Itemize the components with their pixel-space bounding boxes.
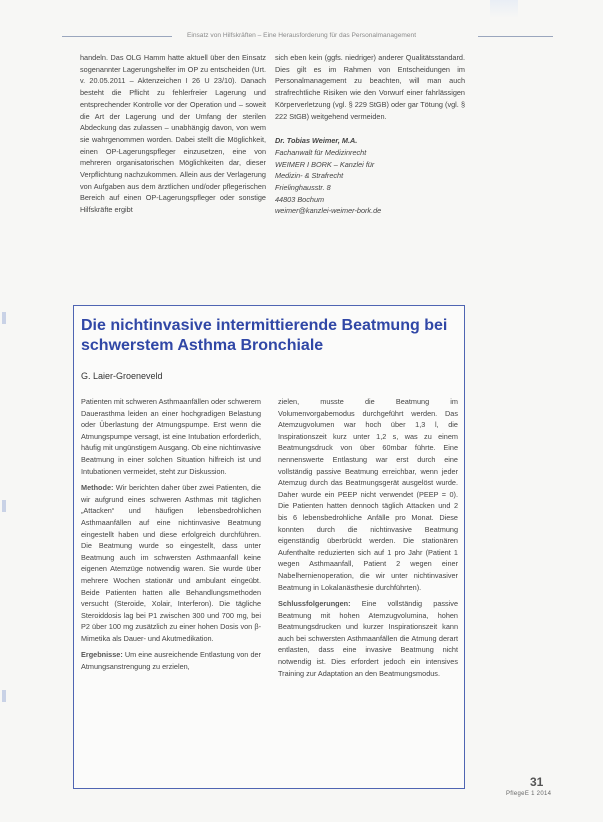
- paragraph-lead: Schlussfolgerungen:: [278, 599, 351, 609]
- paragraph-lead: Methode:: [81, 483, 114, 493]
- header-rule-left: [62, 36, 172, 37]
- margin-mark: [2, 500, 6, 512]
- author-role: Fachanwalt für Medizinrecht: [275, 147, 367, 157]
- abstract-authors: G. Laier-Groeneveld: [81, 371, 163, 381]
- paragraph-text: zielen, musste die Beatmung im Volumenvorgabemodus durchgeführt werden. Das Atemzugvolumen war hoch über 1,3 l, die Inspirationszeit kurz unter 1,2 s, was zu einem Beatmungsdruck von über 60mbar führte. Eine nennenswerte Entlastung war erst durch eine vollständig passive Beatmung erreichbar, wenn jeder Atemzug durch das Beatmungsgerät ausgelöst wurde. Daher wurde ein PEEP nicht verwendet (PEEP = 0). Die Patienten hatten dennoch täglich Attacken und 2 bis 6 lebensbedrohliche Anfälle pro Monat. Diese konnten durch die nichtinvasive Beatmung eigenständig überbrückt werden. Die stationären Aufenthalte reduzierten sich auf 1 pro Jahr (Patient 1 wegen Asthmaanfall, Patient 2 wegen einer Nabelhernienoperation, die wir unter nichtinvasiver Beatmung in Lokalanästhesie durchführten).: [278, 397, 458, 592]
- author-firm-line2: Medizin- & Strafrecht: [275, 171, 344, 181]
- running-header: [0, 28, 603, 44]
- running-title: Einsatz von Hilfskräften – Eine Herausforderung für das Personalmanagement: [181, 28, 422, 44]
- author-street: Frielinghausstr. 8: [275, 183, 331, 193]
- abstract-title: Die nichtinvasive intermittierende Beatmung bei schwerstem Asthma Bronchiale: [81, 317, 448, 354]
- paragraph-text: Um eine ausreichende Entlastung von der Atmungsanstrengung zu erzielen,: [81, 650, 261, 672]
- abstract-left-column: [81, 396, 261, 678]
- header-rule-right: [478, 36, 553, 37]
- author-email: weimer@kanzlei-weimer-bork.de: [275, 206, 382, 216]
- abstract-right-column: [278, 396, 458, 684]
- margin-mark: [2, 690, 6, 702]
- paragraph: handeln. Das OLG Hamm hatte aktuell über den Einsatz sogenannter Lagerungshelfer im OP zu entscheiden (Urt. v. 20.05.2011 – Aktenzeichen I 26 U 23/10). Danach besteht die Pflicht zu fehlerfreier Lagerung und entsprechender Kontrolle vor der Operation und – soweit die Art der Lagerung und der Umfang der sterilen Abdeckung das zulassen – unabhängig davon, von wem sie wahrgenommen worden. Dabei stellt die Möglichkeit, einen OP-Lagerungspfleger einzusetzen, eine von mehreren organisatorischen Möglichkeiten dar, dieser Verpflichtung nachzukommen. Allein aus der Verlagerung von Aufgaben aus dem ärztlichen und/oder pflegerischen Bereich auf einen OP-Lagerungspfleger oder sonstige Hilfskräfte ergibt: [80, 53, 266, 215]
- paragraph-text: Patienten mit schweren Asthmaanfällen oder schwerem Dauerasthma leiden an einer hochgradigen Belastung oder Überlastung der Atmungspumpe. Erst wenn die Atmungspumpe versagt, ist eine Intubation erforderlich, häufig mit ungünstigem Ausgang. Ob eine nichtinvasive Beatmung in einer solchen Situation hilfreich ist und Intubationen vermeidet, steht zur Diskussion.: [81, 397, 261, 476]
- paragraph-text: Eine vollständig passive Beatmung mit hohen Atemzugvolumina, hohen Beatmungsdrucken und kurzer Inspirationszeit kann auch bei schwersten Asthmaanfällen die Atmung derart entlasten, dass eine invasive Beatmung nicht notwendig ist. Dies erfordert jedoch ein intensives Training zur Adaptation an den Beatmungsmodus.: [278, 599, 458, 678]
- margin-mark: [2, 312, 6, 324]
- paragraph: sich eben kein (ggfs. niedriger) anderer Qualitätsstandard. Dies gilt es im Rahmen von Entscheidungen im Personalmanagement zu beachten, will man auch strafrechtliche Risiken wie den Vorwurf einer fahrlässigen Körperverletzung (vgl. § 229 StGB) oder gar Tötung (vgl. § 222 StGB) weitgehend vermeiden.: [275, 53, 465, 121]
- author-block: [275, 135, 465, 217]
- abstract-paragraph: [81, 482, 261, 644]
- author-name: Dr. Tobias Weimer, M.A.: [275, 136, 358, 146]
- previous-article-left-column: [80, 52, 266, 216]
- abstract-paragraph: [278, 598, 458, 679]
- corner-mark: [490, 0, 518, 18]
- abstract-paragraph: [81, 649, 261, 672]
- previous-article-right-column: [275, 52, 465, 217]
- paragraph-text: Wir berichten daher über zwei Patienten, die wir aufgrund eines schweren Asthmas mit täglichen „Attacken“ und häufigen lebensbedrohlichen Asthmaanfällen auf eine nichtinvasive Beatmung eingestellt haben und diese erfolgreich durchführen. Die Beatmung wurde so eingestellt, dass unter Beatmung auch im schwersten Asthmaanfall keine eigenen Atemzüge notwendig waren. Sie wurde über mehrere Wochen stationär und ambulant eingeübt. Beide Patienten hatten alle Behandlungsmethoden versucht (Steroide, Xolair, Interferon). Die tägliche Steroiddosis lag bei P1 zwischen 300 und 700 mg, bei P2 über 100 mg zusätzlich zu einer hohen Dosis von β-Mimetika als Dauer- und Akutmedikation.: [81, 483, 261, 643]
- journal-issue: PflegeE 1 2014: [506, 791, 552, 797]
- abstract-paragraph: [278, 396, 458, 593]
- author-firm: WEIMER I BORK – Kanzlei für: [275, 159, 375, 169]
- author-city: 44803 Bochum: [275, 194, 325, 204]
- page-number: 31: [530, 775, 544, 789]
- abstract-paragraph: [81, 396, 261, 477]
- abstract-box: [73, 305, 465, 789]
- paragraph-lead: Ergebnisse:: [81, 650, 123, 660]
